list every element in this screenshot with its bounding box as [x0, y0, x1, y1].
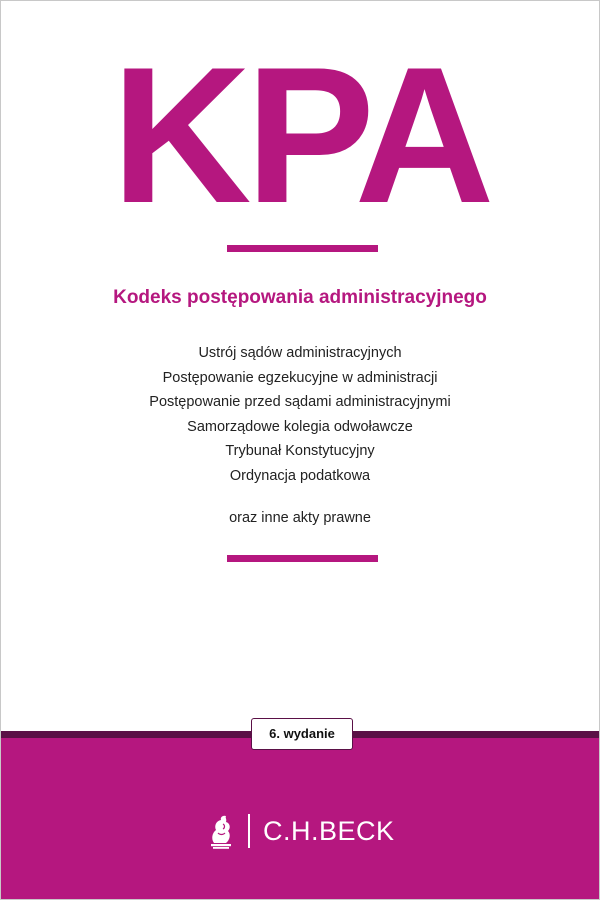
- publisher-name: C.H.BECK: [263, 815, 395, 846]
- contents-item: Postępowanie egzekucyjne w administracji: [162, 369, 438, 386]
- divider-top: [227, 245, 378, 252]
- publisher-separator: [248, 814, 250, 848]
- divider-bottom: [227, 555, 378, 562]
- contents-item: Ordynacja podatkowa: [229, 467, 371, 484]
- contents-item: Samorządowe kolegia odwoławcze: [187, 418, 413, 435]
- cover-subtitle: Kodeks postępowania administracyjnego: [113, 287, 487, 308]
- beck-logo-icon: [206, 813, 236, 849]
- cover-title: KPA: [111, 27, 489, 244]
- publisher-mark: [206, 813, 395, 849]
- contents-item: Postępowanie przed sądami administracyjnymi: [149, 394, 451, 410]
- contents-item: Ustrój sądów administracyjnych: [198, 345, 402, 361]
- contents-list: [1, 341, 599, 488]
- cover-note: oraz inne akty prawne: [229, 510, 371, 526]
- edition-badge: 6. wydanie: [251, 718, 353, 750]
- contents-item: Trybunał Konstytucyjny: [225, 443, 375, 459]
